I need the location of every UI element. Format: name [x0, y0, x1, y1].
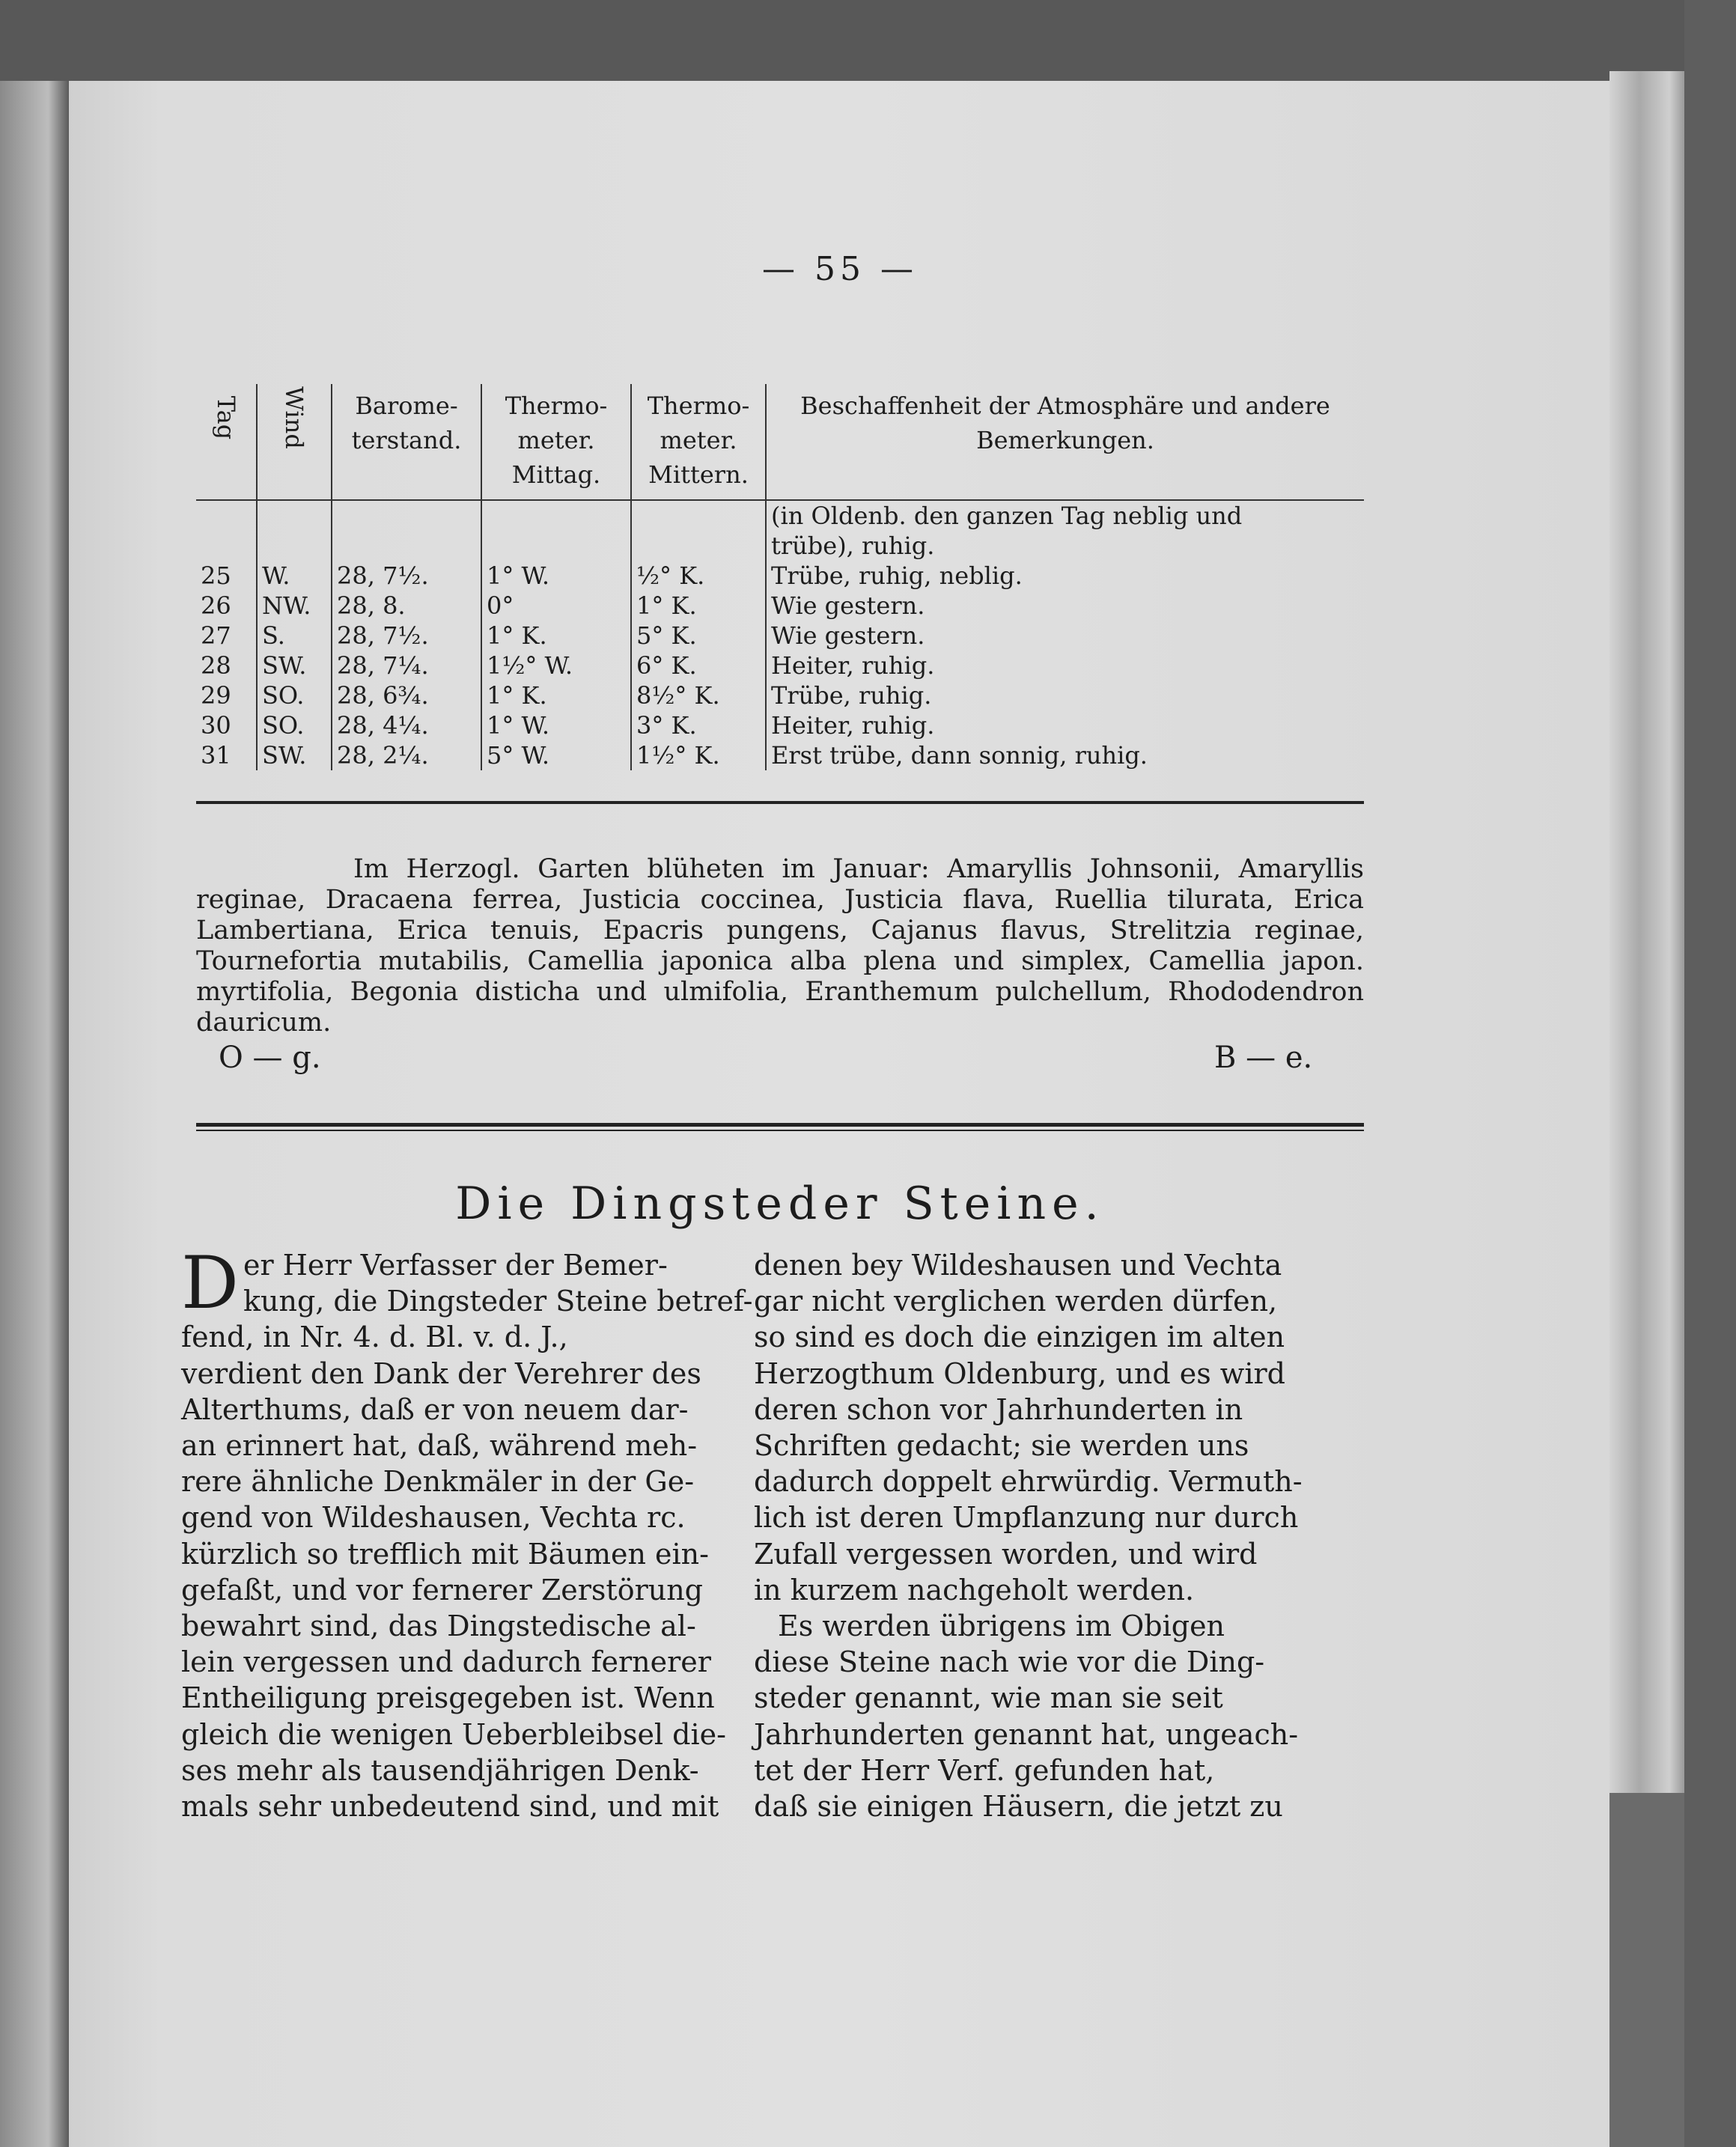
header-day: Tag — [196, 384, 257, 500]
cell-wind: W. — [257, 561, 332, 591]
text-line: Jahrhunderten genannt hat, ungeach- — [754, 1717, 1299, 1751]
text-line: daß sie einigen Häusern, die jetzt zu — [754, 1790, 1283, 1824]
article-title: Die Dingsteder Steine. — [455, 1178, 1105, 1230]
text-line: Alterthums, daß er von neuem dar- — [181, 1392, 689, 1426]
text-line: Zufall vergessen worden, und wird — [754, 1537, 1258, 1571]
cell-thermometer-noon: 1° K. — [481, 680, 631, 710]
cell-wind: SW. — [257, 651, 332, 680]
cell-thermometer-midnight: ½° K. — [631, 561, 766, 591]
facing-page-edge — [0, 81, 69, 2147]
cell-day: 28 — [196, 651, 257, 680]
header-barometer: Barome- terstand. — [332, 384, 481, 500]
cell-wind: NW. — [257, 591, 332, 621]
cell-remark: Heiter, ruhig. — [771, 651, 935, 680]
cell-thermometer-midnight: 3° K. — [631, 710, 766, 740]
text-line: an erinnert hat, daß, während meh- — [181, 1429, 698, 1463]
table-row — [196, 651, 1364, 680]
table-note-row — [196, 500, 1364, 531]
table-row — [196, 591, 1364, 621]
text-line: diese Steine nach wie vor die Ding- — [754, 1645, 1265, 1679]
cell-barometer: 28, 8. — [332, 591, 481, 621]
text-line: gend von Wildeshausen, Vechta rc. — [181, 1501, 686, 1535]
text-line: dadurch doppelt ehrwürdig. Vermuth- — [754, 1465, 1303, 1499]
dropcap: D — [181, 1241, 239, 1325]
cell-remark: Trübe, ruhig, neblig. — [771, 561, 1023, 590]
cell-barometer: 28, 7¼. — [332, 651, 481, 680]
cell-thermometer-noon: 1° K. — [481, 621, 631, 651]
cell-thermometer-noon: 0° — [481, 591, 631, 621]
cell-barometer: 28, 7½. — [332, 561, 481, 591]
text-line: mals sehr unbedeutend sind, und mit — [181, 1790, 719, 1824]
cell-remark: Wie gestern. — [771, 621, 925, 650]
page-number: — 55 — — [762, 250, 918, 288]
text-line: er Herr Verfasser der Bemer- — [243, 1249, 668, 1282]
cell-remark: Heiter, ruhig. — [771, 711, 935, 740]
text-line: Schriften gedacht; sie werden uns — [754, 1429, 1249, 1463]
cell-day: 29 — [196, 680, 257, 710]
weather-table — [196, 384, 1364, 770]
signature-left: O — g. — [219, 1041, 321, 1075]
table-header-row — [196, 384, 1364, 500]
text-line: gleich die wenigen Ueberbleibsel die- — [181, 1717, 726, 1751]
cell-day: 31 — [196, 740, 257, 770]
text-line: bewahrt sind, das Dingstedische al- — [181, 1610, 696, 1643]
table-row — [196, 710, 1364, 740]
cell-barometer: 28, 4¼. — [332, 710, 481, 740]
text-line: tet der Herr Verf. gefunden hat, — [754, 1753, 1215, 1787]
text-line: Herzogthum Oldenburg, und es wird — [754, 1356, 1285, 1390]
table-note-line: (in Oldenb. den ganzen Tag neblig und — [771, 502, 1243, 530]
article-column-right — [754, 1247, 1304, 1824]
text-line: Es werden übrigens im Obigen — [778, 1610, 1225, 1643]
cell-thermometer-midnight: 1½° K. — [631, 740, 766, 770]
book-page — [69, 81, 1609, 2147]
cell-barometer: 28, 2¼. — [332, 740, 481, 770]
cell-remark: Wie gestern. — [771, 591, 925, 620]
cell-wind: SO. — [257, 680, 332, 710]
text-line: kung, die Dingsteder Steine betref- — [243, 1285, 753, 1318]
text-line: gefaßt, und vor fernerer Zerstörung — [181, 1573, 704, 1607]
cell-thermometer-noon: 1° W. — [481, 710, 631, 740]
cell-thermometer-midnight: 5° K. — [631, 621, 766, 651]
cell-thermometer-noon: 1½° W. — [481, 651, 631, 680]
header-thermometer-midnight: Thermo- meter. Mittern. — [631, 384, 766, 500]
cell-day: 25 — [196, 561, 257, 591]
text-line: in kurzem nachgeholt werden. — [754, 1573, 1195, 1607]
header-remarks: Beschaffenheit der Atmosphäre und andere Bemerkungen. — [766, 384, 1364, 500]
table-bottom-rule — [196, 801, 1364, 804]
cell-barometer: 28, 6¾. — [332, 680, 481, 710]
flowers-paragraph: Im Herzogl. Garten blüheten im Januar: Amaryllis Johnsonii, Amaryllis reginae, Dracaena ferrea, Justicia coccinea, Justicia flava, Ruellia tilurata, Erica Lambertiana, Erica tenuis, Epacris pungens, Cajanus flavus, Strelitzia reginae, Tournefortia mutabilis, Camellia japonica alba plena und simplex, Camellia japon. myrtifolia, Begonia disticha und ulmifolia, Eranthemum pulchellum, Rhododendron dauricum. — [196, 854, 1364, 1038]
text-line: ses mehr als tausendjährigen Denk- — [181, 1753, 699, 1787]
text-line: gar nicht verglichen werden dürfen, — [754, 1285, 1278, 1318]
book-cover-edge — [1609, 71, 1684, 1793]
text-line: steder genannt, wie man sie seit — [754, 1681, 1223, 1715]
cell-wind: S. — [257, 621, 332, 651]
table-row — [196, 621, 1364, 651]
cell-wind: SW. — [257, 740, 332, 770]
text-line: so sind es doch die einzigen im alten — [754, 1321, 1285, 1354]
cell-remark: Erst trübe, dann sonnig, ruhig. — [771, 741, 1148, 770]
cell-day: 30 — [196, 710, 257, 740]
cell-day: 27 — [196, 621, 257, 651]
cell-barometer: 28, 7½. — [332, 621, 481, 651]
cell-thermometer-midnight: 6° K. — [631, 651, 766, 680]
header-wind: Wind — [257, 384, 332, 500]
cell-thermometer-midnight: 8½° K. — [631, 680, 766, 710]
scan-background-right — [1684, 0, 1736, 2147]
table-row — [196, 680, 1364, 710]
text-line: verdient den Dank der Verehrer des — [181, 1356, 701, 1390]
text-line: kürzlich so trefflich mit Bäumen ein- — [181, 1537, 709, 1571]
table-note-row — [196, 531, 1364, 561]
table-row — [196, 561, 1364, 591]
text-line: Entheiligung preisgegeben ist. Wenn — [181, 1681, 715, 1715]
section-divider-rule — [196, 1123, 1364, 1131]
header-thermometer-noon: Thermo- meter. Mittag. — [481, 384, 631, 500]
cell-thermometer-noon: 5° W. — [481, 740, 631, 770]
text-line: lein vergessen und dadurch fernerer — [181, 1645, 711, 1679]
text-line: deren schon vor Jahrhunderten in — [754, 1392, 1243, 1426]
signature-right: B — e. — [1214, 1041, 1313, 1075]
table-row — [196, 740, 1364, 770]
cell-remark: Trübe, ruhig. — [771, 681, 932, 710]
text-line: fend, in Nr. 4. d. Bl. v. d. J., — [181, 1321, 568, 1354]
text-line: lich ist deren Umpflanzung nur durch — [754, 1501, 1299, 1535]
cell-thermometer-noon: 1° W. — [481, 561, 631, 591]
text-line: rere ähnliche Denkmäler in der Ge- — [181, 1465, 695, 1499]
cell-day: 26 — [196, 591, 257, 621]
cell-wind: SO. — [257, 710, 332, 740]
text-line: denen bey Wildeshausen und Vechta — [754, 1249, 1282, 1282]
table-note-line: trübe), ruhig. — [771, 532, 935, 560]
scan-background-top — [0, 0, 1736, 81]
article-column-left — [181, 1241, 753, 1824]
cell-thermometer-midnight: 1° K. — [631, 591, 766, 621]
